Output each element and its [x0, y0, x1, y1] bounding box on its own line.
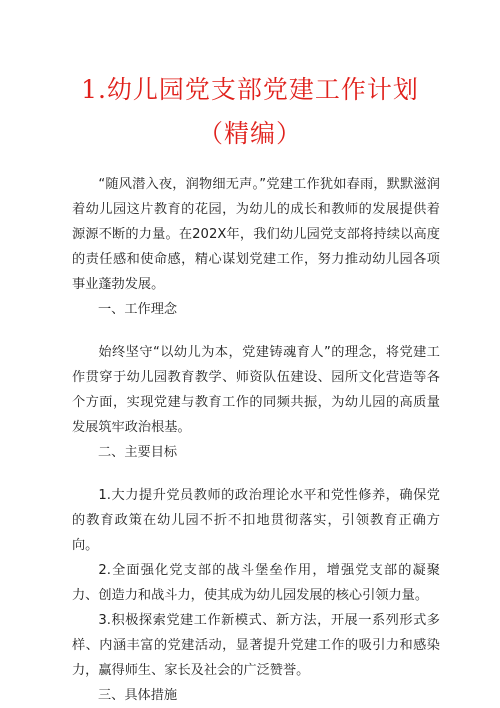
goal-item: 2.全面强化党支部的战斗堡垒作用，增强党支部的凝聚力、创造力和战斗力，使其成为幼儿园发展的核心引领力量。 — [72, 563, 440, 603]
goal-item: 1.大力提升党员教师的政治理论水平和党性修养，确保党的教育政策在幼儿园不折不扣地贯彻落实，引领教育正确方向。 — [72, 488, 440, 553]
document-body — [72, 172, 440, 708]
concept-paragraph: 始终坚守“以幼儿为本，党建铸魂育人”的理念，将党建工作贯穿于幼儿园教育教学、师资队伍建设、园所文化营造等各个方面，实现党建与教育工作的同频共振，为幼儿园的高质量发展筑牢政治根基。 — [72, 345, 440, 435]
goal-item: 3.积极探索党建工作新模式、新方法，开展一系列形式多样、内涵丰富的党建活动，显著提升党建工作的吸引力和感染力，赢得师生、家长及社会的广泛赞誉。 — [72, 613, 440, 678]
intro-paragraph: “随风潜入夜，润物细无声。”党建工作犹如春雨，默默滋润着幼儿园这片教育的花园，为幼儿的成长和教师的发展提供着源源不断的力量。在202X年，我们幼儿园党支部将持续以高度的责任感和使命感，精心谋划党建工作，努力推动幼儿园各项事业蓬勃发展。 — [72, 177, 440, 292]
document-subtitle: （精编） — [197, 119, 302, 148]
document-title: 1.幼儿园党支部党建工作计划 — [81, 75, 419, 104]
section-heading-concept: 一、工作理念 — [98, 302, 178, 317]
section-heading-measures: 三、具体措施 — [98, 688, 178, 703]
section-heading-goals: 二、主要目标 — [98, 445, 178, 460]
